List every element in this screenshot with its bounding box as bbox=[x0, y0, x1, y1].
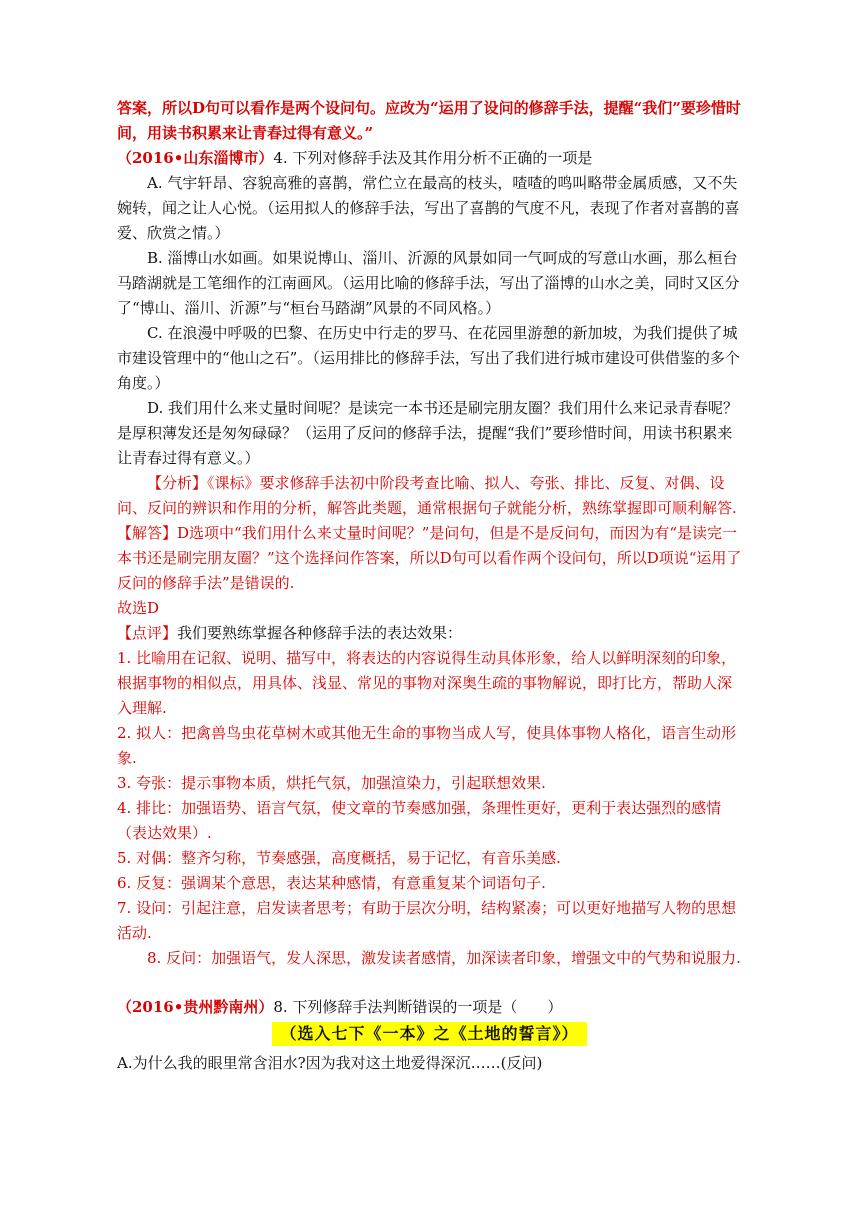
question-4-source: （2016•山东淄博市） bbox=[117, 149, 274, 167]
analysis-label: 【分析】 bbox=[147, 474, 208, 492]
option-a: A. 气宇轩昂、容貌高雅的喜鹊，常伫立在最高的枝头，喳喳的鸣叫略带金属质感，又不失婉转，闻之让人心悦。（运用拟人的修辞手法，写出了喜鹊的气度不凡，表现了作者对喜鹊的喜爱、欣赏之情。） bbox=[117, 174, 740, 242]
point-4: 4. 排比：加强语势、语言气氛，使文章的节奏感加强，条理性更好，更利于表达强烈的感情（表达效果）. bbox=[117, 799, 722, 842]
answer-text: D选项中“我们用什么来丈量时间呢？”是问句，但是不是反问句，而因为有“是读完一本书还是刷完朋友圈？”这个选择问作答案，所以D句可以看作两个设问句，所以D项说“运用了反问的修辞手法”是错误的. bbox=[117, 524, 742, 592]
point-6: 6. 反复：强调某个意思，表达某种感情，有意重复某个词语句子. bbox=[117, 874, 546, 892]
question-4-stem bbox=[117, 146, 742, 171]
comment-text: 我们要熟练掌握各种修辞手法的表达效果： bbox=[177, 624, 463, 642]
point-1: 1. 比喻用在记叙、说明、描写中，将表达的内容说得生动具体形象，给人以鲜明深刻的印象，根据事物的相似点，用具体、浅显、常见的事物对深奥生疏的事物解说，即打比方，帮助人深入理解. bbox=[117, 649, 737, 717]
point-3: 3. 夸张：提示事物本质，烘托气氛，加强渲染力，引起联想效果. bbox=[117, 774, 546, 792]
source-banner: （选入七下《一本》之《土地的誓言》） bbox=[272, 1022, 586, 1046]
question-4-text: 4. 下列对修辞手法及其作用分析不正确的一项是 bbox=[273, 149, 593, 167]
question-8-option-a: A.为什么我的眼里常含泪水?因为我对这土地爱得深沉……(反问) bbox=[117, 1054, 543, 1072]
choice-text: 故选D bbox=[117, 599, 160, 617]
document-page bbox=[117, 96, 742, 1076]
answer-paragraph bbox=[117, 521, 742, 596]
question-8-stem bbox=[117, 995, 742, 1020]
analysis-paragraph bbox=[117, 471, 742, 521]
comment-paragraph bbox=[117, 621, 742, 646]
option-b: B. 淄博山水如画。如果说博山、淄川、沂源的风景如同一气呵成的写意山水画，那么桓台马踏湖就是工笔细作的江南画风。（运用比喻的修辞手法，写出了淄博的山水之美，同时又区分了“博山、淄川、沂源”与“桓台马踏湖”风景的不同风格。） bbox=[117, 249, 740, 317]
previous-answer-text: 答案，所以D句可以看作是两个设问句。应改为“运用了设问的修辞手法，提醒“我们”要珍惜时间，用读书积累来让青春过得有意义。” bbox=[117, 99, 741, 142]
banner-wrap bbox=[117, 1022, 742, 1047]
point-7: 7. 设问：引起注意，启发读者思考；有助于层次分明，结构紧凑；可以更好地描写人物的思想活动. bbox=[117, 899, 737, 942]
answer-label: 【解答】 bbox=[117, 524, 178, 542]
spacer bbox=[117, 971, 742, 995]
question-8-text: 8. 下列修辞手法判断错误的一项是（ ） bbox=[273, 998, 563, 1016]
comment-label: 【点评】 bbox=[117, 624, 178, 642]
point-2: 2. 拟人：把禽兽鸟虫花草树木或其他无生命的事物当成人写，使具体事物人格化，语言生动形象. bbox=[117, 724, 737, 767]
point-5: 5. 对偶：整齐匀称，节奏感强，高度概括，易于记忆，有音乐美感. bbox=[117, 849, 561, 867]
option-d: D. 我们用什么来丈量时间呢？是读完一本书还是刷完朋友圈？我们用什么来记录青春呢？是厚积薄发还是匆匆碌碌？（运用了反问的修辞手法，提醒“我们”要珍惜时间，用读书积累来让青春过得有意义。） bbox=[117, 399, 739, 467]
point-8: 8. 反问：加强语气，发人深思，激发读者感情，加深读者印象，增强文中的气势和说服力. bbox=[147, 949, 741, 967]
question-8-source: （2016•贵州黔南州） bbox=[117, 998, 274, 1016]
analysis-text: 《课标》要求修辞手法初中阶段考查比喻、拟人、夸张、排比、反复、对偶、设问、反问的辨识和作用的分析，解答此类题，通常根据句子就能分析，熟练掌握即可顺利解答. bbox=[117, 474, 737, 517]
option-c: C. 在浪漫中呼吸的巴黎、在历史中行走的罗马、在花园里游憩的新加坡，为我们提供了城市建设管理中的“他山之石”。（运用排比的修辞手法，写出了我们进行城市建设可供借鉴的多个角度。） bbox=[117, 324, 740, 392]
